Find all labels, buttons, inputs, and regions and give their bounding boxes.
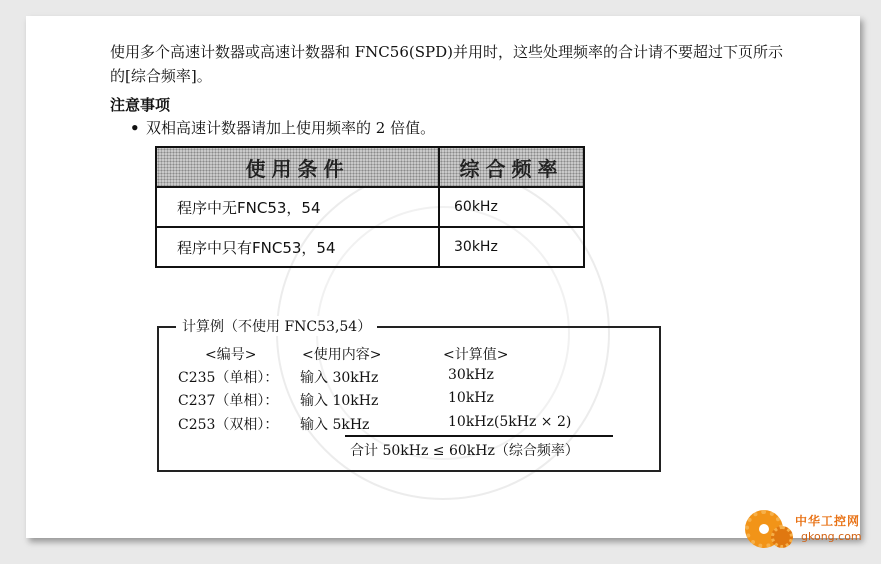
header-usage-condition: 使用条件: [156, 147, 439, 187]
calc-header-usage: <使用内容>: [302, 347, 382, 363]
calc-example-title: 计算例（不使用 FNC53,54）: [176, 316, 377, 336]
table-header-row: [156, 147, 584, 187]
cell-frequency: 60kHz: [439, 187, 584, 227]
calc-row-value: 10kHz(5kHz × 2): [448, 414, 572, 430]
frequency-table: [155, 146, 585, 268]
calc-row-id: C237（单相）：: [178, 393, 279, 409]
notes-heading: 注意事项: [110, 96, 171, 114]
calc-total: 合计 50kHz ≤ 60kHz（综合频率）: [350, 443, 579, 459]
calc-row-input: 输入 5kHz: [300, 417, 370, 433]
bullet-item: [130, 117, 435, 138]
calc-row-input: 输入 10kHz: [300, 393, 379, 409]
cell-condition: 程序中只有FNC53，54: [156, 227, 439, 267]
small-gear-icon: [771, 526, 793, 548]
intro-line-1: 使用多个高速计数器或高速计数器和 FNC56(SPD)并用时，这些处理频率的合计请不要超过下页所示: [110, 43, 783, 61]
calc-row-id: C253（双相）：: [178, 417, 279, 433]
logo-text-en: gkong.com: [801, 530, 862, 543]
intro-paragraph: [110, 40, 830, 88]
sum-divider: [345, 435, 613, 437]
calc-row-id: C235（单相）：: [178, 370, 279, 386]
logo-text-cn: 中华工控网: [795, 514, 861, 528]
gkong-logo: [745, 510, 865, 550]
calc-row-value: 30kHz: [448, 367, 494, 383]
bullet-text: 双相高速计数器请加上使用频率的 2 倍值。: [146, 119, 436, 137]
calc-header-number: <编号>: [205, 347, 257, 363]
cell-condition: 程序中无FNC53，54: [156, 187, 439, 227]
intro-line-2: 的[综合频率]。: [110, 67, 212, 85]
bullet-symbol: •: [130, 119, 140, 137]
header-total-frequency: 综合频率: [439, 147, 584, 187]
calc-header-value: <计算值>: [443, 347, 509, 363]
calc-row-input: 输入 30kHz: [300, 370, 379, 386]
cell-frequency: 30kHz: [439, 227, 584, 267]
table-row: [156, 227, 584, 267]
table-row: [156, 187, 584, 227]
calc-row-value: 10kHz: [448, 390, 494, 406]
